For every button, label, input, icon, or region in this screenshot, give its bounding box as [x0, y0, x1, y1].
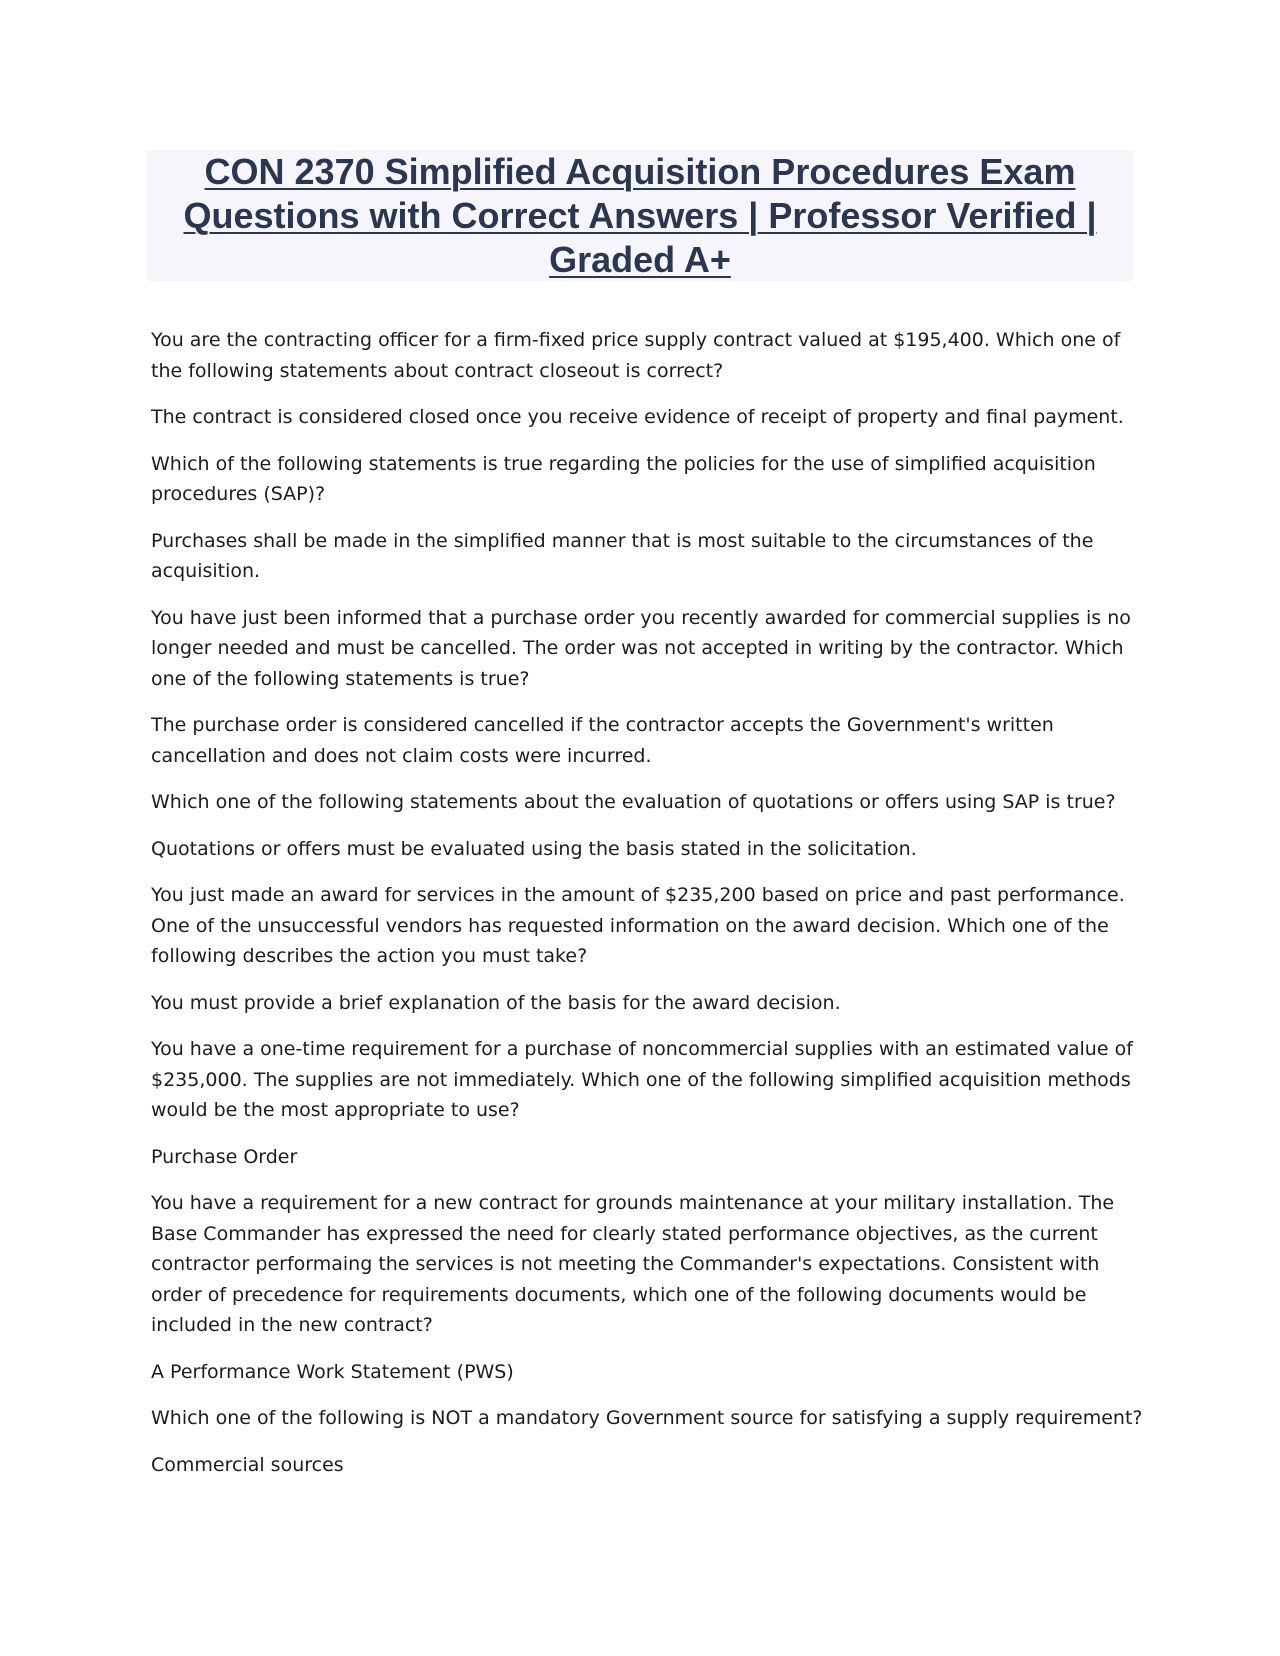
- text-line: Purchase Order: [151, 1145, 298, 1168]
- text-line: would be the most appropriate to use?: [151, 1099, 520, 1121]
- text-line: The purchase order is considered cancelled if the contractor accepts the Government's written: [151, 714, 1054, 736]
- text-line: You have a requirement for a new contract for grounds maintenance at your military installation. The: [151, 1192, 1115, 1214]
- text-line: Which one of the following statements about the evaluation of quotations or offers using SAP is true?: [151, 791, 1116, 813]
- text-line: The contract is considered closed once you receive evidence of receipt of property and final payment.: [151, 406, 1124, 428]
- question-paragraph: [151, 449, 1141, 510]
- text-line: One of the unsuccessful vendors has requested information on the award decision. Which one of the: [151, 914, 1109, 937]
- text-line: Purchases shall be made in the simplified manner that is most suitable to the circumstances of the: [151, 529, 1094, 552]
- document-title-line-1: CON 2370 Simplified Acquisition Procedures Exam: [204, 151, 1076, 192]
- answer-paragraph: [151, 1142, 1141, 1173]
- question-paragraph: [151, 603, 1141, 695]
- answer-paragraph: [151, 988, 1141, 1019]
- text-line: You are the contracting officer for a firm-fixed price supply contract valued at $195,400. Which one of: [151, 329, 1121, 351]
- text-line: the following statements about contract closeout is correct?: [151, 359, 724, 382]
- text-line: acquisition.: [151, 560, 261, 582]
- text-line: Which of the following statements is true regarding the policies for the use of simplified acquisition: [151, 452, 1096, 475]
- text-line: Commercial sources: [151, 1453, 344, 1476]
- text-line: order of precedence for requirements documents, which one of the following documents would be: [151, 1283, 1087, 1306]
- text-line: Which one of the following is NOT a mandatory Government source for satisfying a supply requirement?: [151, 1407, 1143, 1429]
- answer-paragraph: [151, 1357, 1141, 1388]
- text-line: included in the new contract?: [151, 1314, 433, 1336]
- text-line: cancellation and does not claim costs were incurred.: [151, 744, 652, 767]
- text-line: You just made an award for services in the amount of $235,200 based on price and past performance.: [151, 884, 1125, 906]
- question-paragraph: [151, 1034, 1141, 1126]
- question-paragraph: [151, 880, 1141, 972]
- answer-paragraph: [151, 1450, 1141, 1481]
- document-title-line-2: Questions with Correct Answers | Professor Verified |: [183, 195, 1097, 236]
- answer-paragraph: [151, 526, 1141, 587]
- text-line: Base Commander has expressed the need for clearly stated performance objectives, as the current: [151, 1222, 1098, 1245]
- answer-paragraph: [151, 402, 1141, 433]
- text-line: longer needed and must be cancelled. The order was not accepted in writing by the contractor. Which: [151, 637, 1124, 659]
- text-line: following describes the action you must take?: [151, 945, 588, 967]
- answer-paragraph: [151, 710, 1141, 771]
- text-line: Quotations or offers must be evaluated using the basis stated in the solicitation.: [151, 837, 917, 860]
- text-line: You have a one-time requirement for a purchase of noncommercial supplies with an estimated value of: [151, 1038, 1133, 1060]
- text-line: $235,000. The supplies are not immediately. Which one of the following simplified acquisition methods: [151, 1068, 1131, 1091]
- question-paragraph: [151, 787, 1141, 818]
- question-paragraph: [151, 325, 1141, 386]
- question-paragraph: [151, 1403, 1141, 1434]
- text-line: one of the following statements is true?: [151, 667, 530, 690]
- text-line: You have just been informed that a purchase order you recently awarded for commercial supplies is no: [151, 606, 1131, 629]
- text-line: procedures (SAP)?: [151, 483, 326, 505]
- document-title-line-3: Graded A+: [549, 239, 731, 280]
- question-paragraph: [151, 1188, 1141, 1341]
- answer-paragraph: [151, 834, 1141, 865]
- document-title-box: [147, 150, 1133, 281]
- text-line: You must provide a brief explanation of the basis for the award decision.: [151, 991, 841, 1014]
- document-body: [151, 325, 1141, 1496]
- text-line: A Performance Work Statement (PWS): [151, 1360, 514, 1383]
- text-line: contractor performaing the services is not meeting the Commander's expectations. Consistent with: [151, 1253, 1100, 1275]
